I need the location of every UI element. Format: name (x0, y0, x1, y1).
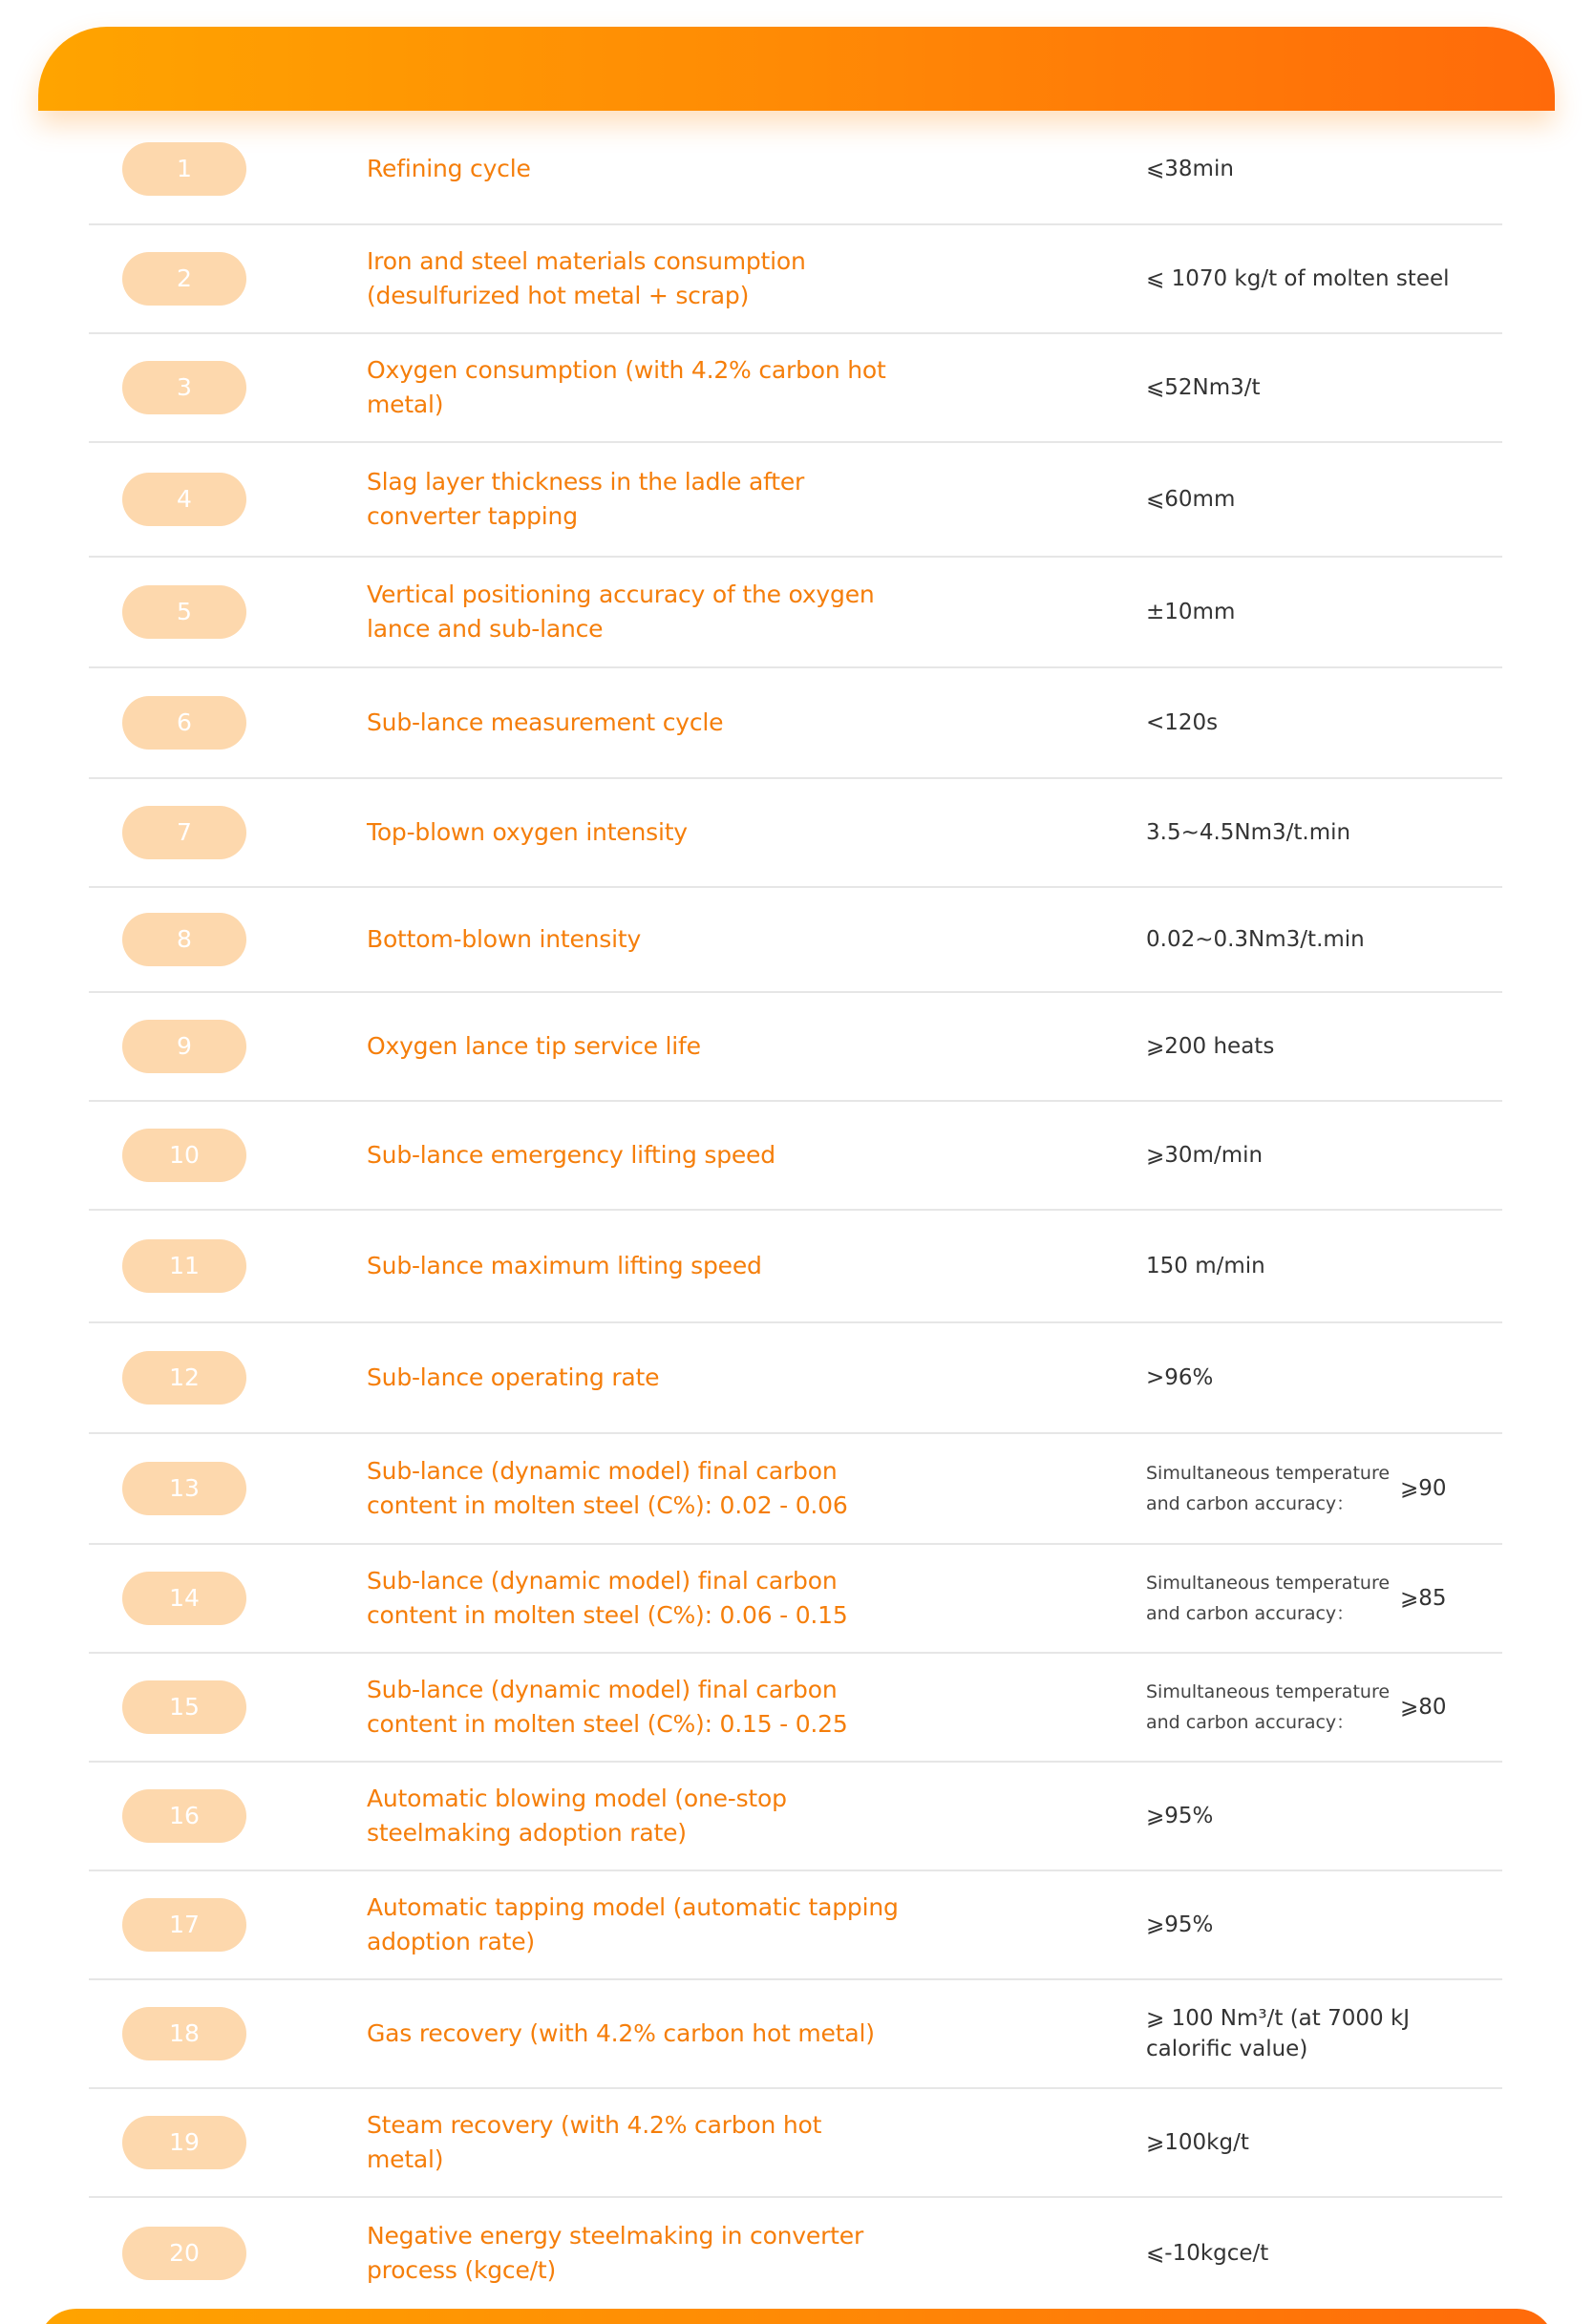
table-row (89, 115, 1502, 225)
value-label: Simultaneous temperature and carbon accuracy： (1146, 1463, 1391, 1514)
row-number-badge: 15 (122, 1680, 246, 1734)
table-row (89, 1434, 1502, 1545)
item-value: ±10mm (1146, 600, 1236, 624)
item-name: Oxygen lance tip service life (367, 1032, 701, 1060)
row-number-badge: 14 (122, 1572, 246, 1625)
table-row (89, 1654, 1502, 1763)
item-value: ⩾30m/min (1146, 1143, 1264, 1168)
table-row (89, 1545, 1502, 1654)
table-row (89, 668, 1502, 779)
item-name: Sub-lance (dynamic model) final carbon content in molten steel (C%): 0.15 - 0.25 (367, 1676, 848, 1738)
item-value: ⩽60mm (1146, 487, 1236, 512)
value-number: ⩾80 (1400, 1695, 1447, 1720)
item-value: ⩽38min (1146, 157, 1234, 181)
table-row (89, 993, 1502, 1102)
row-number-badge: 12 (122, 1351, 246, 1405)
table-row (89, 225, 1502, 334)
row-number-badge: 11 (122, 1239, 246, 1293)
table-row (89, 1211, 1502, 1323)
item-name: Slag layer thickness in the ladle after converter tapping (367, 468, 805, 530)
item-name: Negative energy steelmaking in converter process (kgce/t) (367, 2222, 864, 2284)
item-name: Bottom-blown intensity (367, 925, 642, 953)
item-name: Sub-lance (dynamic model) final carbon content in molten steel (C%): 0.02 - 0.06 (367, 1457, 848, 1519)
table-row (89, 558, 1502, 668)
row-number-badge: 5 (122, 585, 246, 639)
item-name: Automatic tapping model (automatic tapping adoption rate) (367, 1893, 899, 1955)
item-value: 0.02~0.3Nm3/t.min (1146, 927, 1365, 952)
item-name: Gas recovery (with 4.2% carbon hot metal) (367, 2019, 875, 2047)
row-number-badge: 8 (122, 913, 246, 966)
item-name: Vertical positioning accuracy of the oxygen lance and sub-lance (367, 581, 875, 643)
item-value: ⩽ 1070 kg/t of molten steel (1146, 266, 1450, 291)
table-row (89, 1871, 1502, 1980)
row-number-badge: 7 (122, 806, 246, 859)
row-number-badge: 2 (122, 252, 246, 306)
item-value: 150 m/min (1146, 1254, 1265, 1278)
row-number-badge: 6 (122, 696, 246, 750)
table-row (89, 2198, 1502, 2309)
item-value: ⩽52Nm3/t (1146, 375, 1261, 400)
row-number-badge: 20 (122, 2227, 246, 2280)
row-number-badge: 9 (122, 1020, 246, 1073)
row-number-badge: 10 (122, 1129, 246, 1182)
table-row (89, 2089, 1502, 2198)
row-number-badge: 3 (122, 361, 246, 414)
table-row (89, 1323, 1502, 1434)
row-number-badge: 19 (122, 2116, 246, 2169)
item-name: Sub-lance measurement cycle (367, 708, 724, 736)
item-name: Sub-lance operating rate (367, 1363, 660, 1391)
item-value (1146, 1677, 1490, 1738)
value-label: Simultaneous temperature and carbon accuracy： (1146, 1573, 1391, 1624)
table-row (89, 1102, 1502, 1211)
table-row (89, 779, 1502, 888)
row-number-badge: 17 (122, 1898, 246, 1952)
item-name: Iron and steel materials consumption (desulfurized hot metal + scrap) (367, 247, 806, 309)
item-name: Sub-lance maximum lifting speed (367, 1252, 762, 1279)
item-value: <120s (1146, 710, 1219, 735)
item-name: Automatic blowing model (one-stop steelmaking adoption rate) (367, 1785, 787, 1847)
specifications-table (89, 115, 1502, 2309)
item-name: Refining cycle (367, 155, 531, 182)
item-value: ⩾200 heats (1146, 1034, 1275, 1059)
row-number-badge: 18 (122, 2007, 246, 2060)
item-value: ⩾100kg/t (1146, 2130, 1249, 2155)
item-name: Sub-lance emergency lifting speed (367, 1141, 775, 1169)
item-name: Top-blown oxygen intensity (367, 818, 688, 846)
value-number: ⩾85 (1400, 1586, 1447, 1611)
table-row (89, 334, 1502, 443)
item-value: ⩾95% (1146, 1804, 1214, 1828)
table-row (89, 1980, 1502, 2089)
item-name: Steam recovery (with 4.2% carbon hot metal) (367, 2111, 822, 2173)
item-value: 3.5~4.5Nm3/t.min (1146, 820, 1351, 845)
value-number: ⩾90 (1400, 1476, 1447, 1501)
item-name: Sub-lance (dynamic model) final carbon content in molten steel (C%): 0.06 - 0.15 (367, 1567, 848, 1629)
item-value: ⩾95% (1146, 1912, 1214, 1937)
item-value (1146, 1458, 1490, 1519)
item-value (1146, 1568, 1490, 1629)
table-row (89, 443, 1502, 558)
row-number-badge: 13 (122, 1462, 246, 1515)
header-bar (38, 27, 1555, 111)
item-value: ⩾ 100 Nm³/t (at 7000 kJ calorific value) (1146, 2006, 1411, 2061)
item-value: >96% (1146, 1365, 1214, 1390)
row-number-badge: 1 (122, 142, 246, 196)
row-number-badge: 4 (122, 473, 246, 526)
footer-bar (38, 2309, 1555, 2324)
row-number-badge: 16 (122, 1789, 246, 1843)
table-row (89, 1763, 1502, 1871)
value-label: Simultaneous temperature and carbon accuracy： (1146, 1681, 1391, 1733)
table-row (89, 888, 1502, 993)
item-value: ⩽-10kgce/t (1146, 2241, 1269, 2266)
item-name: Oxygen consumption (with 4.2% carbon hot metal) (367, 356, 886, 418)
